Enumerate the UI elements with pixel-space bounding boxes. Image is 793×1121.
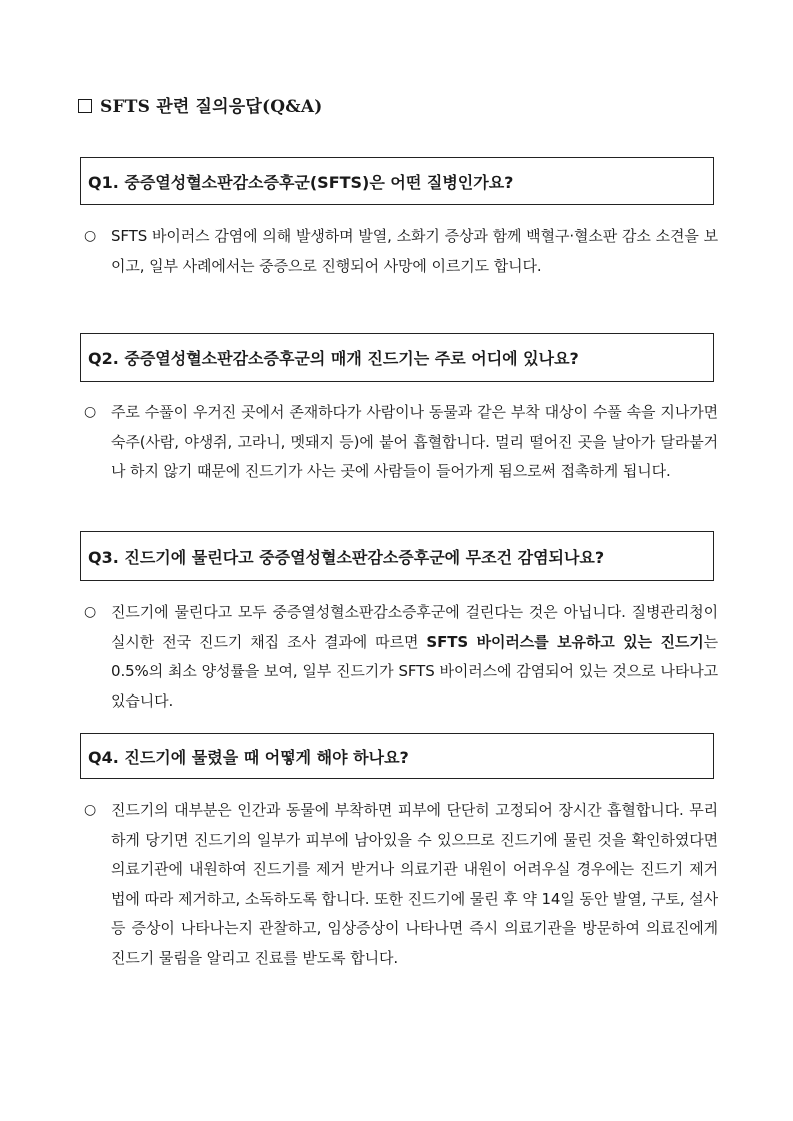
answer-text-emphasis: SFTS 바이러스를 보유하고 있는 진드기 (426, 632, 704, 651)
answer-text: SFTS 바이러스 감염에 의해 발생하며 발열, 소화기 증상과 함께 백혈구·혈소판 감소 소견을 보이고, 일부 사례에서는 중증으로 진행되어 사망에 이르기도 합니다. (111, 227, 718, 275)
circle-bullet-icon: ○ (84, 404, 97, 420)
answer-q2 (84, 398, 718, 487)
answer-text: 진드기의 대부분은 인간과 동물에 부착하면 피부에 단단히 고정되어 장시간 흡혈합니다. 무리하게 당기면 진드기의 일부가 피부에 남아있을 수 있으므로 진드기에 물린 것을 확인하였다면 의료기관에 내원하여 진드기를 제거 받거나 의료기관 내원이 어려우실 경우에는 진드기 제거법에 따라 제거하고, 소독하도록 합니다. 또한 진드기에 물린 후 약 14일 동안 발열, 구토, 설사 등 증상이 나타나는지 관찰하고, 임상증상이 나타나면 즉시 의료기관을 방문하여 의료진에게 진드기 물림을 알리고 진료를 받도록 합니다. (111, 801, 718, 967)
question-text: Q2. 중증열성혈소판감소증후군의 매개 진드기는 주로 어디에 있나요? (88, 349, 579, 368)
answer-text (111, 598, 718, 716)
question-box-q4 (80, 733, 714, 779)
section-heading (78, 92, 322, 117)
answer-q4 (84, 796, 718, 973)
circle-bullet-icon: ○ (84, 604, 97, 620)
answer-q3 (84, 598, 718, 716)
answer-text-part: 는 0.5%의 최소 양성률을 보여, 일부 진드기가 SFTS 바이러스에 감염되어 있는 것으로 나타나고 있습니다. (111, 632, 718, 710)
question-box-q3 (80, 531, 714, 581)
circle-bullet-icon: ○ (84, 802, 97, 818)
question-box-q1 (80, 157, 714, 205)
answer-q1 (84, 222, 718, 281)
question-text: Q4. 진드기에 물렸을 때 어떻게 해야 하나요? (88, 747, 409, 767)
circle-bullet-icon: ○ (84, 228, 97, 244)
answer-text: 주로 수풀이 우거진 곳에서 존재하다가 사람이나 동물과 같은 부착 대상이 수풀 속을 지나가면 숙주(사람, 야생쥐, 고라니, 멧돼지 등)에 붙어 흡혈합니다. 멀리 떨어진 곳을 날아가 달라붙거나 하지 않기 때문에 진드기가 사는 곳에 사람들이 들어가게 됨으로써 접촉하게 됩니다. (111, 403, 718, 480)
question-text: Q1. 중증열성혈소판감소증후군(SFTS)은 어떤 질병인가요? (88, 172, 514, 192)
question-text: Q3. 진드기에 물린다고 중증열성혈소판감소증후군에 무조건 감염되나요? (88, 547, 605, 567)
section-heading-title: SFTS 관련 질의응답(Q&A) (100, 97, 323, 117)
checkbox-square-icon (78, 99, 92, 113)
question-box-q2 (80, 333, 714, 382)
answer-text-part: 진드기에 물린다고 모두 중증열성혈소판감소증후군에 걸린다는 것은 아닙니다. 질병관리청이 실시한 전국 진드기 채집 조사 결과에 따르면 (111, 603, 718, 651)
